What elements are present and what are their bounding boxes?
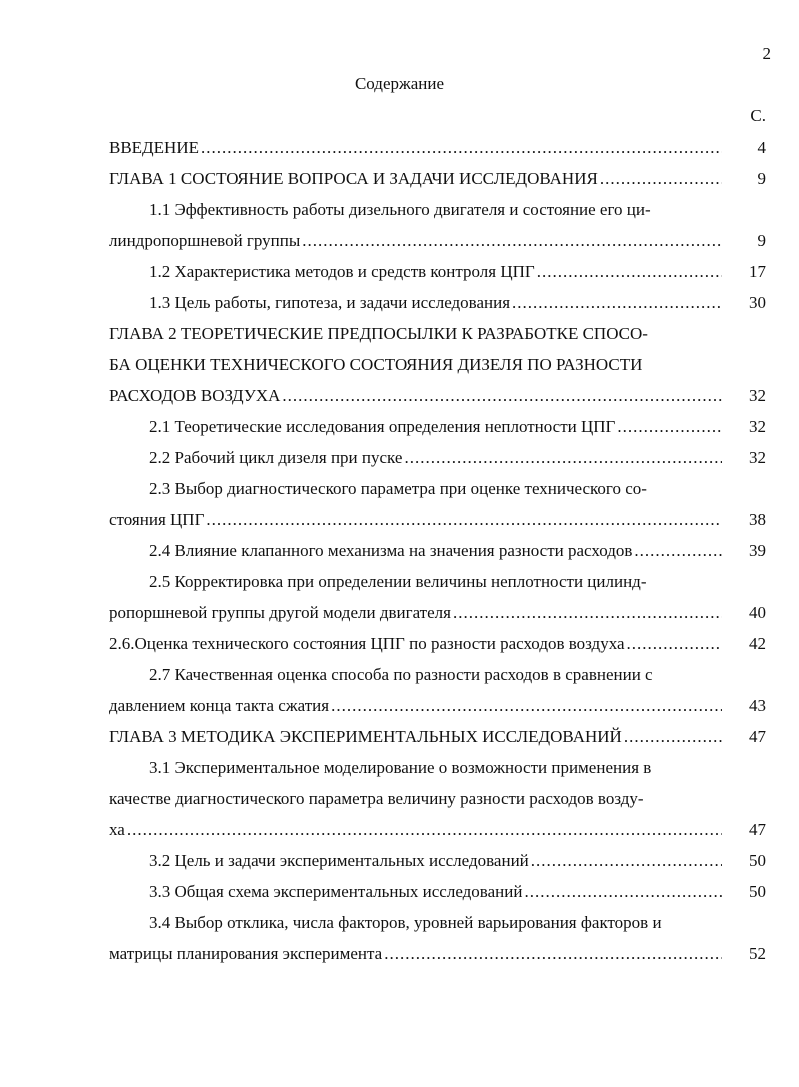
toc-entry — [109, 752, 766, 845]
dot-leader — [524, 876, 722, 907]
toc-entry-line — [109, 814, 766, 845]
toc-page-number: 32 — [749, 386, 766, 405]
toc-page-number: 42 — [749, 634, 766, 653]
toc-page-number: 38 — [749, 510, 766, 529]
toc-entry-line — [109, 938, 766, 969]
dot-leader — [302, 225, 722, 256]
toc-page-number: 4 — [757, 138, 766, 157]
toc-page-number: 39 — [749, 541, 766, 560]
toc-page-number: 47 — [749, 820, 766, 839]
toc-page-number: 30 — [749, 293, 766, 312]
toc-entry-line — [109, 132, 766, 163]
page-column-header: С. — [750, 106, 766, 125]
toc-page-number: 32 — [749, 448, 766, 467]
toc-entry-line — [109, 752, 759, 783]
toc-entry-line — [109, 504, 766, 535]
toc-entry — [109, 163, 766, 194]
dot-leader — [624, 721, 722, 752]
toc-entry — [109, 411, 766, 442]
toc-entry — [109, 628, 766, 659]
toc-entry-text: ропоршневой группы другой модели двигателя — [109, 603, 451, 622]
toc-page-number: 47 — [749, 727, 766, 746]
dot-leader — [384, 938, 722, 969]
toc-entry-line — [109, 473, 759, 504]
toc-entry-line — [109, 442, 766, 473]
page-title: Содержание — [354, 74, 445, 93]
toc-entry-line — [109, 690, 766, 721]
toc-entry-text: РАСХОДОВ ВОЗДУХА — [109, 386, 281, 405]
toc-entry-line — [109, 287, 766, 318]
dot-leader — [634, 535, 722, 566]
toc-entry-text: 2.3 Выбор диагностического параметра при оценке технического со- — [149, 479, 647, 498]
toc-entry-text: 2.7 Качественная оценка способа по разности расходов в сравнении с — [149, 665, 653, 684]
dot-leader — [512, 287, 722, 318]
toc-entry — [109, 132, 766, 163]
toc-entry-text: 2.6.Оценка технического состояния ЦПГ по разности расходов воздуха — [109, 634, 625, 653]
toc-entry-line — [109, 411, 766, 442]
toc-entry-text: ГЛАВА 2 ТЕОРЕТИЧЕСКИЕ ПРЕДПОСЫЛКИ К РАЗРАБОТКЕ СПОСО- — [109, 324, 648, 343]
toc-entry-line — [109, 380, 766, 411]
toc-entry-text: 2.4 Влияние клапанного механизма на значения разности расходов — [149, 541, 633, 560]
toc-entry-text: 3.2 Цель и задачи экспериментальных исследований — [149, 851, 529, 870]
toc-entry — [109, 721, 766, 752]
dot-leader — [127, 814, 722, 845]
toc-entry-text: 3.4 Выбор отклика, числа факторов, уровней варьирования факторов и — [149, 913, 662, 932]
toc-entry-line — [109, 566, 759, 597]
toc-page-number: 43 — [749, 696, 766, 715]
toc-entry-line — [109, 659, 759, 690]
toc-entry — [109, 876, 766, 907]
toc-entry-text: 2.5 Корректировка при определении величины неплотности цилинд- — [149, 572, 647, 591]
toc-entry-text: 2.1 Теоретические исследования определения неплотности ЦПГ — [149, 417, 616, 436]
toc-entry-line — [109, 225, 766, 256]
toc-entry-text: ха — [109, 820, 125, 839]
toc-page-number: 40 — [749, 603, 766, 622]
toc-entry — [109, 256, 766, 287]
toc-entry — [109, 907, 766, 969]
toc-entry — [109, 566, 766, 628]
toc-entry — [109, 845, 766, 876]
toc-entry — [109, 194, 766, 256]
toc-entry — [109, 287, 766, 318]
toc-page-number: 17 — [749, 262, 766, 281]
toc-entry — [109, 442, 766, 473]
toc-entry — [109, 659, 766, 721]
dot-leader — [600, 163, 722, 194]
toc-entry-text: давлением конца такта сжатия — [109, 696, 330, 715]
toc-entry-text: 3.3 Общая схема экспериментальных исследований — [149, 882, 523, 901]
toc-page-number: 9 — [757, 231, 766, 250]
dot-leader — [453, 597, 722, 628]
dot-leader — [537, 256, 722, 287]
dot-leader — [331, 690, 722, 721]
toc-entry-line — [109, 597, 766, 628]
toc-entry-text: матрицы планирования эксперимента — [109, 944, 383, 963]
toc-entry-line — [109, 845, 766, 876]
toc-entry-text: линдропоршневой группы — [109, 231, 301, 250]
toc-entry-text: БА ОЦЕНКИ ТЕХНИЧЕСКОГО СОСТОЯНИЯ ДИЗЕЛЯ ПО РАЗНОСТИ — [109, 355, 643, 374]
page-number: 2 — [762, 44, 771, 63]
toc-entry-text: ГЛАВА 3 МЕТОДИКА ЭКСПЕРИМЕНТАЛЬНЫХ ИССЛЕДОВАНИЙ — [109, 727, 622, 746]
toc-entry-text: 1.2 Характеристика методов и средств контроля ЦПГ — [149, 262, 535, 281]
dot-leader — [404, 442, 722, 473]
toc-page-number: 50 — [749, 882, 766, 901]
toc-entry — [109, 473, 766, 535]
toc-page-number: 50 — [749, 851, 766, 870]
dot-leader — [201, 132, 722, 163]
toc-entry-text: 1.3 Цель работы, гипотеза, и задачи исследования — [149, 293, 511, 312]
toc-entry-line — [109, 876, 766, 907]
toc-entry-text: ГЛАВА 1 СОСТОЯНИЕ ВОПРОСА И ЗАДАЧИ ИССЛЕДОВАНИЯ — [109, 169, 598, 188]
toc-entry-text: 3.1 Экспериментальное моделирование о возможности применения в — [149, 758, 652, 777]
toc-entry-text: 2.2 Рабочий цикл дизеля при пуске — [149, 448, 403, 467]
dot-leader — [531, 845, 722, 876]
toc-entry-text: ВВЕДЕНИЕ — [109, 138, 199, 157]
toc-entry-line — [109, 628, 766, 659]
dot-leader — [627, 628, 722, 659]
toc-entry-line — [109, 256, 766, 287]
dot-leader — [282, 380, 722, 411]
toc-entry-text: 1.1 Эффективность работы дизельного двигателя и состояние его ци- — [149, 200, 651, 219]
dot-leader — [206, 504, 722, 535]
toc-entry-line — [109, 907, 759, 938]
toc-page-number: 52 — [749, 944, 766, 963]
toc-entry-line — [109, 194, 759, 225]
toc-entry-line — [109, 721, 766, 752]
toc-entry-line — [109, 535, 766, 566]
toc-entry-text: качестве диагностического параметра величину разности расходов возду- — [109, 789, 644, 808]
dot-leader — [617, 411, 722, 442]
toc-entry-line — [109, 349, 719, 380]
toc-entry — [109, 318, 766, 411]
toc-entry-line — [109, 783, 719, 814]
toc-entry-line — [109, 318, 719, 349]
toc-page-number: 32 — [749, 417, 766, 436]
table-of-contents — [109, 132, 766, 969]
toc-entry-text: стояния ЦПГ — [109, 510, 205, 529]
toc-page-number: 9 — [757, 169, 766, 188]
toc-entry — [109, 535, 766, 566]
toc-entry-line — [109, 163, 766, 194]
